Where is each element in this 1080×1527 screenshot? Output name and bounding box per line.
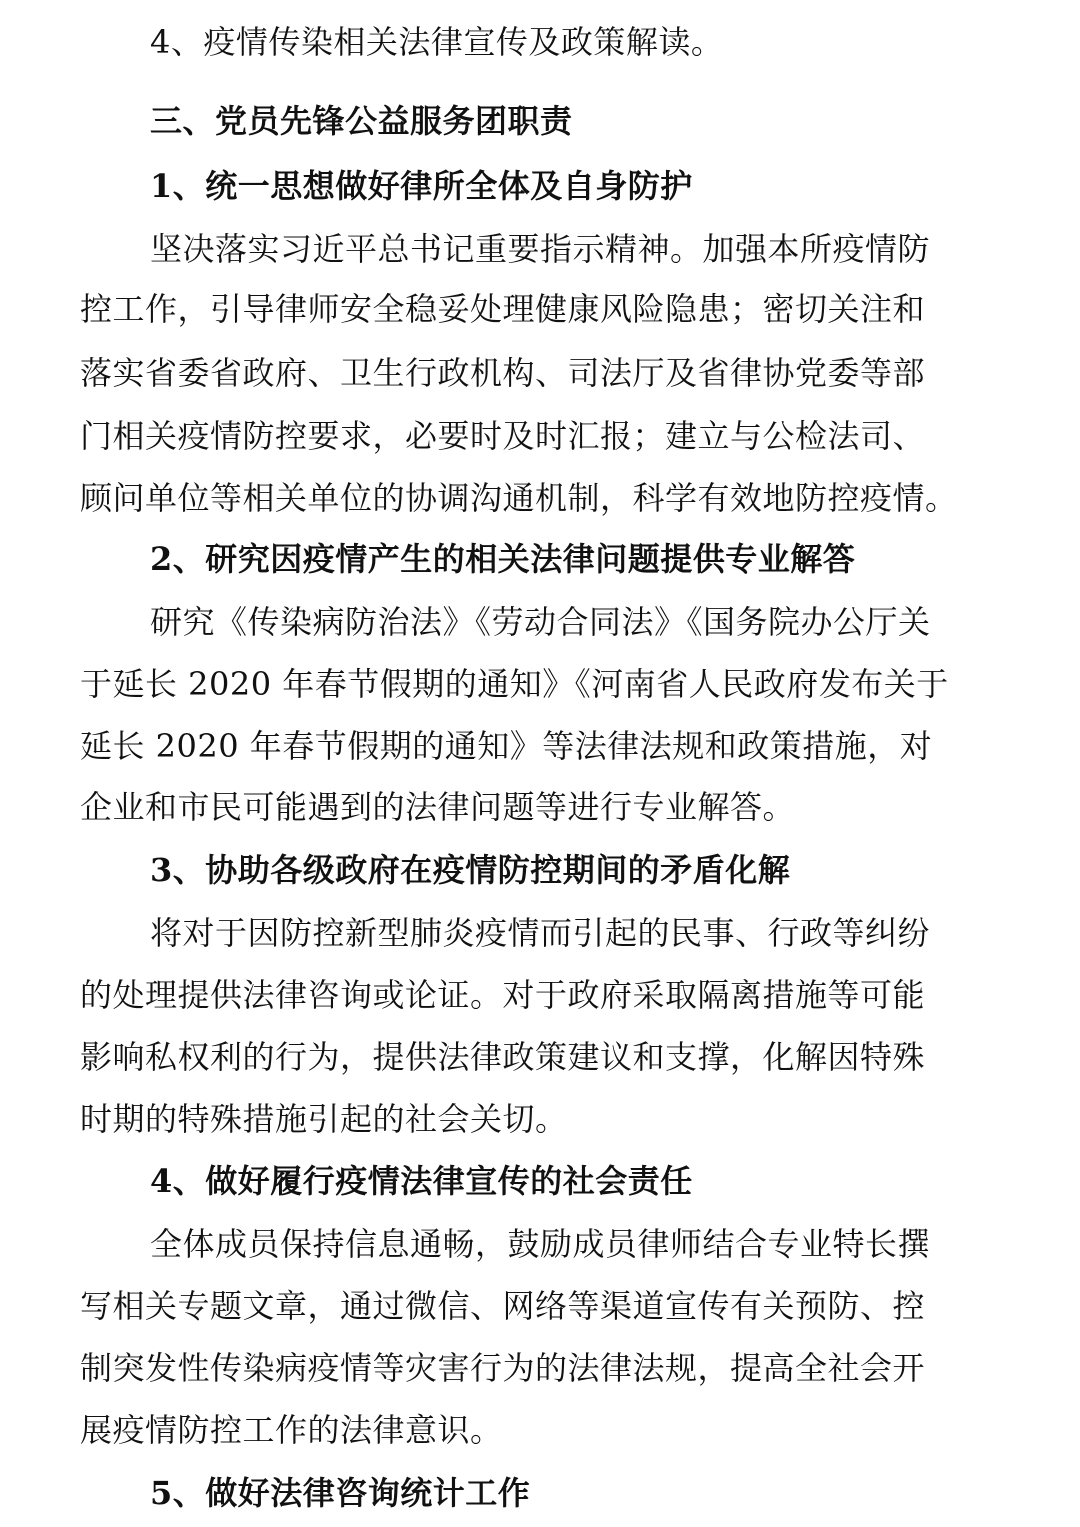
paragraph-line: 落实省委省政府、卫生行政机构、司法厅及省律协党委等部	[80, 354, 926, 392]
paragraph-line: 制突发性传染病疫情等灾害行为的法律法规，提高全社会开	[80, 1349, 926, 1387]
paragraph-line: 写相关专题文章，通过微信、网络等渠道宣传有关预防、控	[80, 1287, 926, 1325]
subheading-5: 5、做好法律咨询统计工作	[150, 1474, 531, 1512]
section-heading-3: 三、党员先锋公益服务团职责	[150, 102, 573, 140]
paragraph-line: 控工作，引导律师安全稳妥处理健康风险隐患；密切关注和	[80, 290, 926, 328]
paragraph-line: 的处理提供法律咨询或论证。对于政府采取隔离措施等可能	[80, 976, 926, 1014]
subheading-1: 1、统一思想做好律所全体及自身防护	[150, 167, 693, 205]
paragraph-line: 将对于因防控新型肺炎疫情而引起的民事、行政等纠纷	[150, 914, 931, 952]
paragraph-line: 于延长 2020 年春节假期的通知》《河南省人民政府发布关于	[80, 665, 949, 703]
subheading-3: 3、协助各级政府在疫情防控期间的矛盾化解	[150, 851, 791, 889]
list-item-4-policy: 4、疫情传染相关法律宣传及政策解读。	[150, 23, 724, 61]
paragraph-line: 顾问单位等相关单位的协调沟通机制，科学有效地防控疫情。	[80, 479, 958, 517]
paragraph-line: 展疫情防控工作的法律意识。	[80, 1411, 503, 1449]
subheading-4: 4、做好履行疫情法律宣传的社会责任	[150, 1162, 693, 1200]
paragraph-line: 坚决落实习近平总书记重要指示精神。加强本所疫情防	[150, 230, 931, 268]
paragraph-line: 研究《传染病防治法》《劳动合同法》《国务院办公厅关	[150, 603, 931, 641]
paragraph-line: 延长 2020 年春节假期的通知》等法律法规和政策措施，对	[80, 727, 933, 765]
paragraph-line: 全体成员保持信息通畅，鼓励成员律师结合专业特长撰	[150, 1225, 931, 1263]
paragraph-line: 门相关疫情防控要求，必要时及时汇报；建立与公检法司、	[80, 417, 926, 455]
paragraph-line: 影响私权利的行为，提供法律政策建议和支撑，化解因特殊	[80, 1038, 926, 1076]
subheading-2: 2、研究因疫情产生的相关法律问题提供专业解答	[150, 540, 856, 578]
paragraph-line: 时期的特殊措施引起的社会关切。	[80, 1100, 568, 1138]
paragraph-line: 企业和市民可能遇到的法律问题等进行专业解答。	[80, 788, 796, 826]
